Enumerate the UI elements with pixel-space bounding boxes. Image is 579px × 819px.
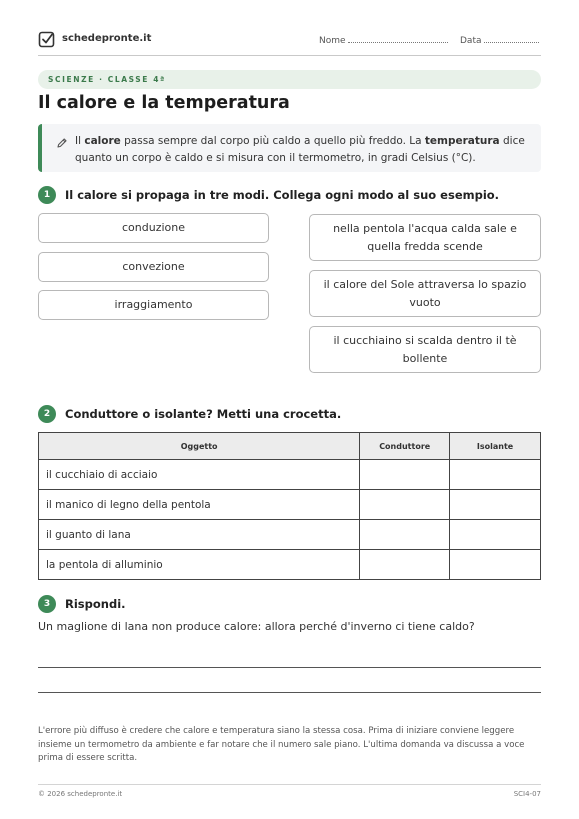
q2-text: Conduttore o isolante? Metti una crocetta. — [65, 407, 342, 421]
date-field[interactable] — [460, 35, 539, 46]
pencil-icon — [56, 137, 68, 149]
column-header-oggetto: Oggetto — [39, 433, 360, 460]
column-header-conduttore: Conduttore — [360, 433, 450, 460]
object-cell: il manico di legno della pentola — [39, 490, 360, 520]
info-text: Il calore passa sempre dal corpo più caldo a quello più freddo. La temperatura dice quanto un corpo è caldo e si misura con il termometro, in gradi Celsius (°C). — [75, 135, 525, 164]
date-label: Data — [460, 36, 482, 46]
q1-text: Il calore si propaga in tre modi. Collega ogni modo al suo esempio. — [65, 188, 500, 202]
insulator-checkbox-cell[interactable] — [450, 460, 541, 490]
conductor-table — [38, 432, 541, 580]
column-header-isolante: Isolante — [450, 433, 541, 460]
conductor-checkbox-cell[interactable] — [360, 550, 450, 580]
name-label: Nome — [319, 36, 346, 46]
table-row — [39, 550, 541, 580]
teacher-note: L'errore più diffuso è credere che calore e temperatura siano la stessa cosa. Prima di iniziare conviene leggere insieme un termometro da ambiente e far notare che il numero sale piano. L'ultima domanda va discussa a voce prima di essere scritta. — [38, 726, 525, 763]
q2-number-badge: 2 — [38, 405, 56, 423]
table-row — [39, 490, 541, 520]
match-right-irraggiamento-example[interactable]: il calore del Sole attraversa lo spazio vuoto — [309, 270, 541, 317]
insulator-checkbox-cell[interactable] — [450, 490, 541, 520]
object-cell: la pentola di alluminio — [39, 550, 360, 580]
name-field[interactable] — [319, 35, 448, 46]
object-cell: il guanto di lana — [39, 520, 360, 550]
match-left-conduzione[interactable]: conduzione — [38, 213, 269, 243]
table-row — [39, 460, 541, 490]
table-header-row — [39, 433, 541, 460]
footer-code: SCI4-07 — [513, 790, 541, 798]
insulator-checkbox-cell[interactable] — [450, 550, 541, 580]
footer-copyright: © 2026 schedepronte.it — [38, 790, 123, 798]
conductor-checkbox-cell[interactable] — [360, 460, 450, 490]
keyword-temperatura: temperatura — [424, 135, 500, 147]
subject-badge: SCIENZE · CLASSE 4ª — [38, 70, 541, 89]
brand-name: schedepronte.it — [62, 33, 152, 44]
page-header — [38, 30, 541, 56]
q3-number-badge: 3 — [38, 595, 56, 613]
info-box — [38, 124, 541, 172]
match-left-convezione[interactable]: convezione — [38, 252, 269, 282]
match-right-conduzione-example[interactable]: il cucchiaino si scalda dentro il tè bollente — [309, 326, 541, 373]
answer-line-1[interactable] — [38, 667, 541, 668]
match-right-convezione-example[interactable]: nella pentola l'acqua calda sale e quella fredda scende — [309, 214, 541, 261]
logo-check-icon — [38, 30, 56, 48]
page-title: Il calore e la temperatura — [38, 93, 290, 113]
object-cell: il cucchiaio di acciaio — [39, 460, 360, 490]
conductor-checkbox-cell[interactable] — [360, 520, 450, 550]
footer-divider — [38, 784, 541, 785]
keyword-calore: calore — [84, 135, 121, 147]
match-left-irraggiamento[interactable]: irraggiamento — [38, 290, 269, 320]
conductor-checkbox-cell[interactable] — [360, 490, 450, 520]
answer-line-2[interactable] — [38, 692, 541, 693]
insulator-checkbox-cell[interactable] — [450, 520, 541, 550]
q1-number-badge: 1 — [38, 186, 56, 204]
q3-question: Un maglione di lana non produce calore: allora perché d'inverno ci tiene caldo? — [38, 620, 475, 633]
q3-text: Rispondi. — [65, 597, 126, 611]
table-row — [39, 520, 541, 550]
